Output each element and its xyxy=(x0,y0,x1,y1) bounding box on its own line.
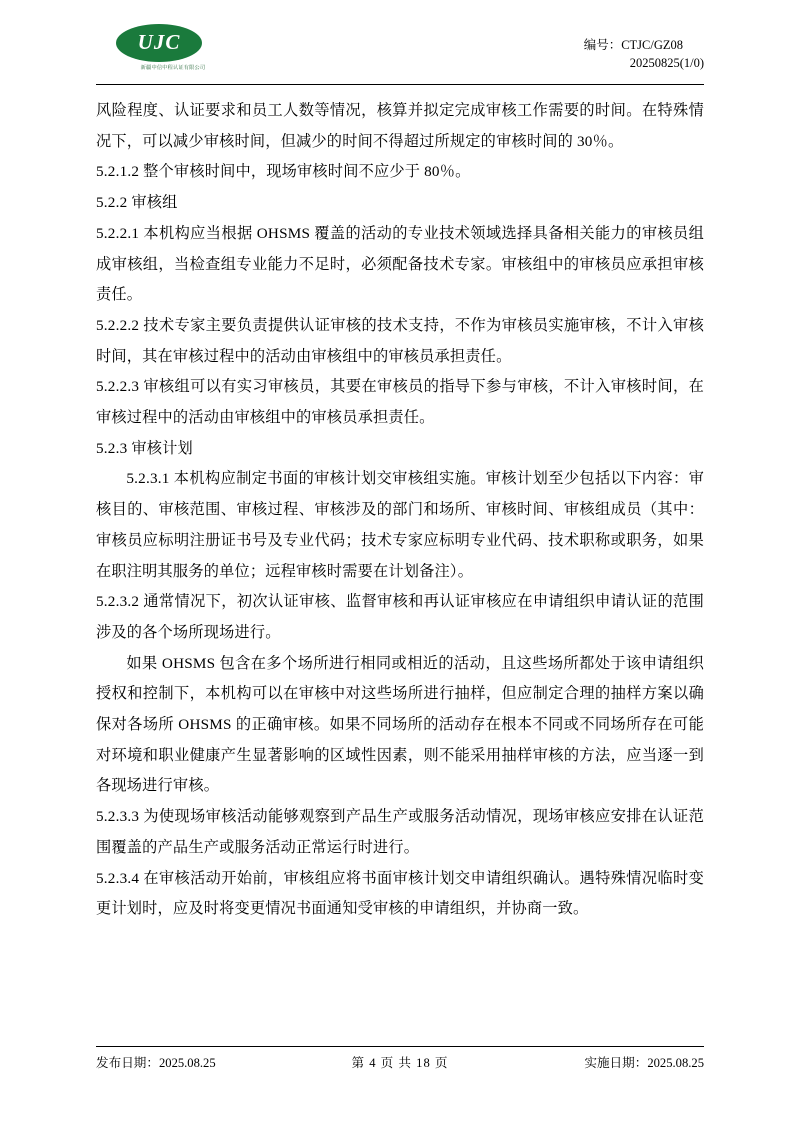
header-divider xyxy=(96,84,704,85)
page-footer xyxy=(96,1052,704,1071)
page-number: 第 4 页 共 18 页 xyxy=(351,1056,449,1070)
paragraph: 5.2.2.3 审核组可以有实习审核员，其要在审核员的指导下参与审核，不计入审核时间，在审核过程中的活动由审核组中的审核员承担责任。 xyxy=(96,378,704,427)
document-code-value: CTJC/GZ08 xyxy=(621,38,684,52)
document-code-block xyxy=(584,36,704,72)
paragraph: 5.2.2 审核组 xyxy=(96,194,178,212)
logo-company-name: 新疆中信中程认证有限公司 xyxy=(140,65,206,71)
effective-date: 实施日期：2025.08.25 xyxy=(584,1056,704,1070)
logo-oval-icon xyxy=(116,24,202,62)
issue-date: 发布日期：2025.08.25 xyxy=(96,1056,216,1070)
paragraph: 5.2.1.2 整个审核时间中，现场审核时间不应少于 80％。 xyxy=(96,163,471,181)
paragraph: 风险程度、认证要求和员工人数等情况，核算并拟定完成审核工作需要的时间。在特殊情况下，可以减少审核时间，但减少的时间不得超过所规定的审核时间的 30％。 xyxy=(96,102,704,150)
document-version: 20250825(1/0) xyxy=(629,56,704,71)
paragraph: 5.2.3 审核计划 xyxy=(96,439,193,457)
paragraph: 5.2.3.2 通常情况下，初次认证审核、监督审核和再认证审核应在申请组织申请认证的范围涉及的各个场所现场进行。 xyxy=(96,593,704,641)
paragraph: 5.2.3.1 本机构应制定书面的审核计划交审核组实施。审核计划至少包括以下内容：审核目的、审核范围、审核过程、审核涉及的部门和场所、审核时间、审核组成员（其中：审核员应标明注册证书号及专业代码；技术专家应标明专业代码、技术职称或职务，如果在职注明其服务的单位；远程审核时需要在计划备注）。 xyxy=(96,470,704,580)
paragraph: 5.2.2.1 本机构应当根据 OHSMS 覆盖的活动的专业技术领域选择具备相关能力的审核员组成审核组，当检查组专业能力不足时，必须配备技术专家。审核组中的审核员应承担审核责任。 xyxy=(96,224,704,304)
page-header xyxy=(0,0,800,86)
document-code-label: 编号： xyxy=(583,38,622,52)
footer-divider xyxy=(96,1046,704,1047)
document-body xyxy=(96,96,704,925)
paragraph: 5.2.2.2 技术专家主要负责提供认证审核的技术支持，不作为审核员实施审核，不计入审核时间，其在审核过程中的活动由审核组中的审核员承担责任。 xyxy=(96,316,704,365)
paragraph: 5.2.3.3 为使现场审核活动能够观察到产品生产或服务活动情况，现场审核应安排在认证范围覆盖的产品生产或服务活动正常运行时进行。 xyxy=(96,808,704,856)
paragraph: 5.2.3.4 在审核活动开始前，审核组应将书面审核计划交申请组织确认。遇特殊情况临时变更计划时，应及时将变更情况书面通知受审核的申请组织，并协商一致。 xyxy=(96,869,704,918)
company-logo xyxy=(108,24,238,76)
logo-letters: UJC xyxy=(137,29,181,54)
paragraph: 如果 OHSMS 包含在多个场所进行相同或相近的活动，且这些场所都处于该申请组织授权和控制下，本机构可以在审核中对这些场所进行抽样，但应制定合理的抽样方案以确保对各场所 OHSMS 的正确审核。如果不同场所的活动存在根本不同或不同场所存在可能对环境和职业健康产生显著影响的区域性因素，则不能采用抽样审核的方法，应当逐一到各现场进行审核。 xyxy=(96,654,704,795)
